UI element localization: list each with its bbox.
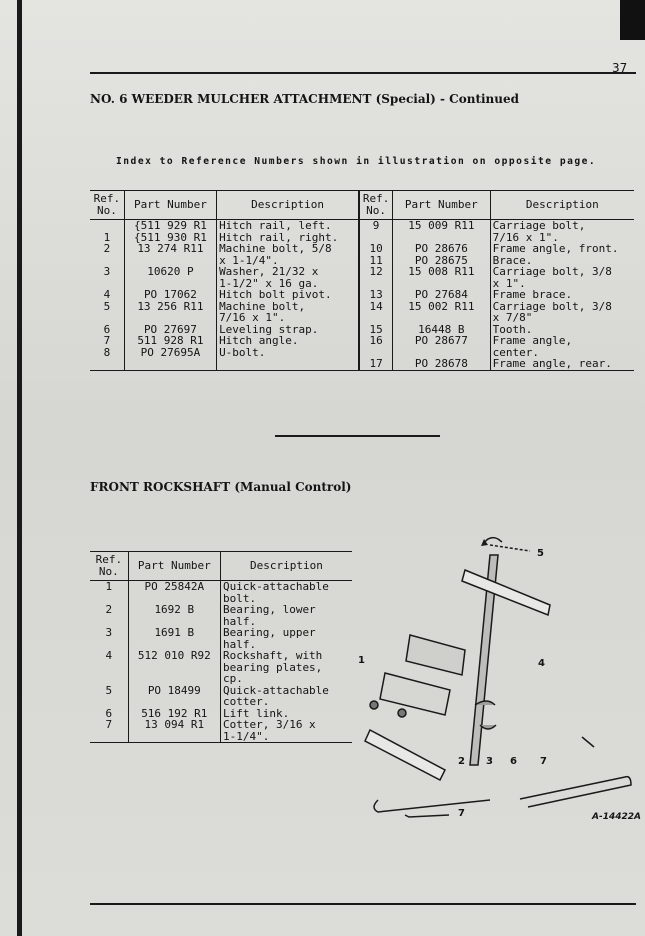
ref-cell: 7 <box>90 719 128 731</box>
ref-cell: 13 <box>359 289 392 301</box>
table-row <box>90 731 352 743</box>
description-cell: Frame angle, <box>492 334 573 347</box>
part-number-cell: 1691 B <box>128 627 220 639</box>
ref-cell: 16 <box>359 335 392 347</box>
ref-cell: 10 <box>359 243 392 255</box>
part-number-cell: 10620 P <box>124 266 216 278</box>
ref-cell: 15 <box>359 324 392 336</box>
col-desc-left: Description <box>217 191 360 220</box>
col-desc: Description <box>220 552 352 581</box>
weeder-mulcher-rows <box>90 220 634 371</box>
table-row <box>90 220 634 232</box>
rockshaft-illustration <box>350 515 645 835</box>
description-cell: half. <box>222 614 257 628</box>
callout-6: 6 <box>510 756 517 767</box>
ref-cell: 1 <box>90 232 124 244</box>
table-row <box>90 289 634 301</box>
description-cell: center. <box>492 345 540 359</box>
ref-cell: 3 <box>90 266 124 278</box>
description-cell: Carriage bolt, <box>492 219 586 232</box>
page-corner-shadow <box>620 0 645 40</box>
ref-cell: 14 <box>359 301 392 313</box>
callout-4: 4 <box>538 658 545 669</box>
callout-2: 2 <box>458 756 465 767</box>
description-cell: Brace. <box>492 253 533 267</box>
description-cell: Frame angle, rear. <box>492 357 612 370</box>
part-number-cell: 511 928 R1 <box>124 335 216 347</box>
part-number-cell: PO 28675 <box>393 255 491 267</box>
description-cell: cp. <box>222 672 243 685</box>
col-ref: Ref. No. <box>90 552 128 581</box>
part-number-cell: 516 192 R1 <box>128 708 220 720</box>
part-number-cell: PO 17062 <box>124 289 216 301</box>
ref-cell <box>90 312 124 324</box>
description-cell: Bearing, upper <box>222 626 316 639</box>
description-cell: Machine bolt, 5/8 <box>217 243 360 255</box>
description-cell <box>217 358 360 370</box>
part-number-cell: 13 274 R11 <box>124 243 216 255</box>
description-cell: Machine bolt, <box>217 301 360 313</box>
cotter-pin-top-icon <box>484 538 502 543</box>
part-number-cell: {511 930 R1 <box>124 232 216 244</box>
ref-cell: 6 <box>90 324 124 336</box>
ref-cell <box>90 673 128 685</box>
ref-cell: 1 <box>90 581 128 593</box>
table-row <box>90 358 634 370</box>
description-cell: 7/16 x 1". <box>217 312 360 324</box>
part-number-cell: PO 27695A <box>124 347 216 359</box>
col-part-right: Part Number <box>393 191 491 220</box>
part-number-cell <box>128 731 220 743</box>
part-number-cell: PO 28678 <box>393 358 491 370</box>
description-cell: 1-1/2" x 16 ga. <box>217 278 360 290</box>
description-cell: U-bolt. <box>217 347 360 359</box>
front-rockshaft-rows <box>90 581 352 743</box>
ref-cell: 8 <box>90 347 124 359</box>
col-part: Part Number <box>128 552 220 581</box>
part-number-cell <box>124 312 216 324</box>
table-row <box>90 662 352 674</box>
part-number-cell <box>128 696 220 708</box>
description-cell: Frame brace. <box>492 288 573 301</box>
ref-cell: 12 <box>359 266 392 278</box>
binding-spine <box>17 0 22 936</box>
description-cell: Tooth. <box>492 322 533 336</box>
description-cell: Bearing, lower <box>222 603 316 616</box>
weeder-mulcher-parts-table <box>90 190 634 371</box>
ref-cell: 4 <box>90 650 128 662</box>
ref-cell: 11 <box>359 255 392 267</box>
section-title-weeder-mulcher: NO. 6 WEEDER MULCHER ATTACHMENT (Special) - Continued <box>90 92 520 106</box>
col-desc-right: Description <box>490 191 634 220</box>
part-number-cell: PO 28676 <box>393 243 491 255</box>
part-number-cell: 13 256 R11 <box>124 301 216 313</box>
section-divider <box>275 435 440 437</box>
callout-3: 3 <box>486 756 493 767</box>
part-number-cell: PO 27697 <box>124 324 216 336</box>
table-row <box>90 719 352 731</box>
part-number-cell: 1692 B <box>128 604 220 616</box>
part-number-cell: 15 008 R11 <box>393 266 491 278</box>
part-number-cell: 15 009 R11 <box>393 220 491 232</box>
description-cell: x 1". <box>492 276 526 290</box>
callout-7-bottom: 7 <box>458 808 465 819</box>
ref-cell <box>90 358 124 370</box>
ref-cell: 6 <box>90 708 128 720</box>
table-row <box>90 312 634 324</box>
table-row <box>90 243 634 255</box>
ref-cell: 7 <box>90 335 124 347</box>
description-cell: Hitch bolt pivot. <box>217 289 360 301</box>
description-cell: cotter. <box>222 695 270 708</box>
description-cell: Hitch angle. <box>217 335 360 347</box>
footer-rule <box>90 903 636 905</box>
table-row <box>90 335 634 347</box>
header-rule <box>90 72 636 74</box>
col-ref-left: Ref. No. <box>90 191 124 220</box>
table-row <box>90 266 634 278</box>
description-cell: bolt. <box>222 591 257 605</box>
ref-cell <box>90 731 128 743</box>
part-number-cell: PO 25842A <box>128 581 220 593</box>
ref-cell: 4 <box>90 289 124 301</box>
description-cell: Leveling strap. <box>217 324 360 336</box>
description-cell: Carriage bolt, 3/8 <box>492 265 612 278</box>
part-number-cell: 16448 B <box>393 324 491 336</box>
col-part-left: Part Number <box>124 191 216 220</box>
description-cell: half. <box>222 637 257 651</box>
table-row <box>90 301 634 313</box>
ref-cell: 17 <box>359 358 392 370</box>
part-number-cell: {511 929 R1 <box>124 220 216 232</box>
part-number-cell: PO 27684 <box>393 289 491 301</box>
description-cell: 1-1/4". <box>222 729 270 743</box>
part-number-cell: 15 002 R11 <box>393 301 491 313</box>
description-cell: Quick-attachable <box>222 683 329 697</box>
description-cell: Cotter, 3/16 x <box>222 718 316 731</box>
table-row <box>90 581 352 593</box>
description-cell: x 1-1/4". <box>217 255 360 267</box>
section-title-front-rockshaft: FRONT ROCKSHAFT (Manual Control) <box>90 480 352 494</box>
part-number-cell <box>128 662 220 674</box>
ref-cell: 5 <box>90 685 128 697</box>
index-note: Index to Reference Numbers shown in illustration on opposite page. <box>116 156 597 167</box>
ref-cell <box>90 220 124 232</box>
table-row <box>90 650 352 662</box>
callout-1: 1 <box>358 655 365 666</box>
part-number-cell <box>128 673 220 685</box>
page-number: 37 <box>612 61 628 75</box>
description-cell: Quick-attachable <box>222 580 329 593</box>
part-number-cell: 512 010 R92 <box>128 650 220 662</box>
description-cell: Hitch rail, left. <box>217 220 360 232</box>
ref-cell: 5 <box>90 301 124 313</box>
description-cell: Lift link. <box>222 706 290 720</box>
part-number-cell <box>393 312 491 324</box>
description-cell: bearing plates, <box>222 660 323 674</box>
description-cell: 7/16 x 1". <box>492 230 559 244</box>
table-row <box>90 685 352 697</box>
figure-number: A-14422A <box>592 812 641 822</box>
description-cell: x 7/8" <box>492 311 533 324</box>
ref-cell <box>90 696 128 708</box>
col-ref-right: Ref. No. <box>359 191 392 220</box>
part-number-cell: PO 18499 <box>128 685 220 697</box>
callout-7-right: 7 <box>540 756 547 767</box>
part-number-cell: 13 094 R1 <box>128 719 220 731</box>
table-row <box>90 627 352 639</box>
description-cell: Hitch rail, right. <box>217 232 360 244</box>
description-cell: Carriage bolt, 3/8 <box>492 299 612 313</box>
table-row <box>90 604 352 616</box>
part-number-cell: PO 28677 <box>393 335 491 347</box>
ref-cell: 2 <box>90 604 128 616</box>
callout-5: 5 <box>537 548 544 559</box>
description-cell: Frame angle, front. <box>492 242 619 255</box>
description-cell: Rockshaft, with <box>222 649 323 662</box>
ref-cell <box>359 312 392 324</box>
front-rockshaft-parts-table <box>90 551 352 743</box>
description-cell: Washer, 21/32 x <box>217 266 360 278</box>
part-number-cell <box>124 358 216 370</box>
table-row <box>90 673 352 685</box>
ref-cell: 2 <box>90 243 124 255</box>
ref-cell: 9 <box>359 220 392 232</box>
table-row <box>90 696 352 708</box>
ref-cell <box>90 662 128 674</box>
ref-cell: 3 <box>90 627 128 639</box>
